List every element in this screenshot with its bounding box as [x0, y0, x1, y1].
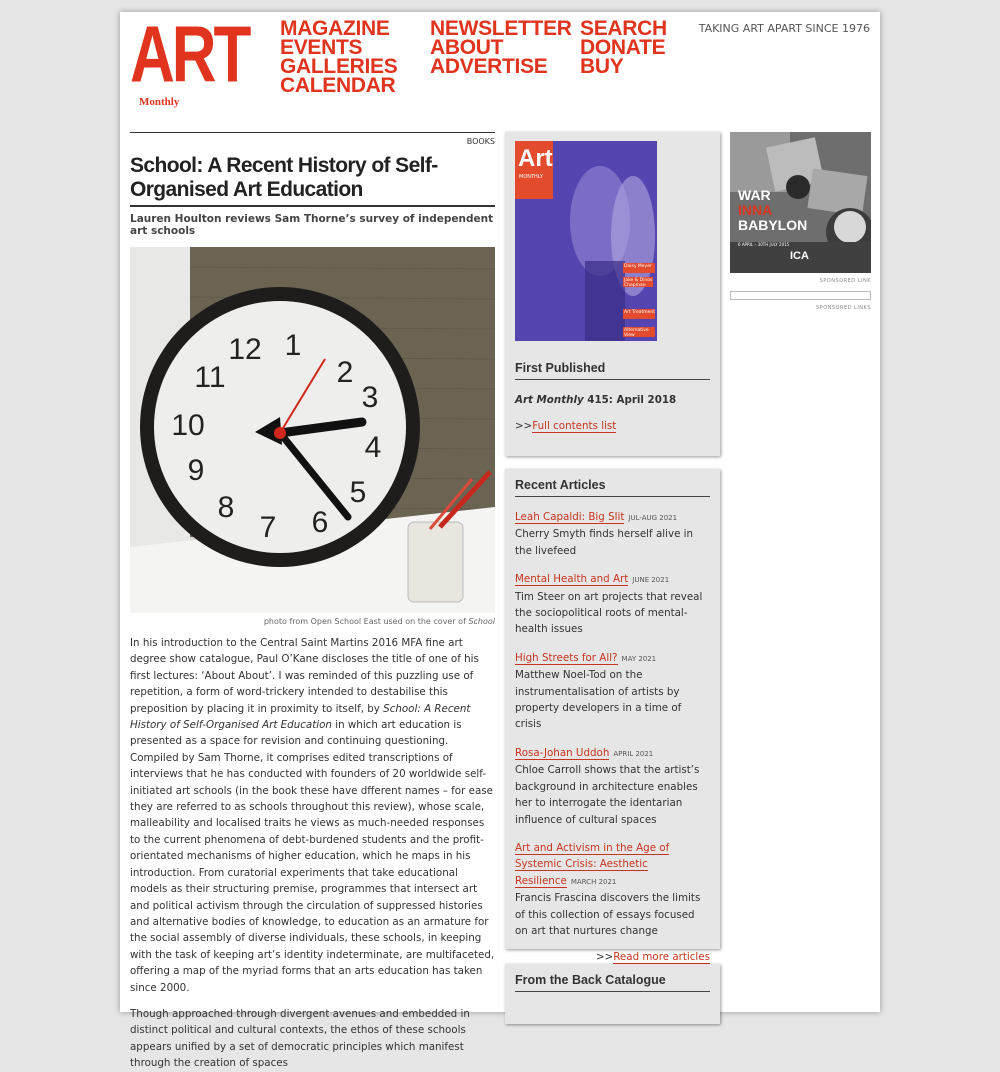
article-body — [130, 635, 495, 1072]
advert-dates: 6 APRIL – 30TH JULY 2015 — [738, 242, 790, 247]
caption-text: photo from Open School East used on the cover of — [263, 617, 469, 626]
cover-tag-4: Alternative View — [624, 328, 649, 338]
recent-article-item — [515, 650, 710, 733]
sponsored-link-label: SPONSORED LINK — [819, 278, 871, 284]
link-arrows: >> — [595, 951, 614, 964]
nav-column-1 — [280, 19, 397, 95]
svg-text:12: 12 — [228, 333, 262, 366]
recent-article-desc: Cherry Smyth finds herself alive in the livefeed — [515, 528, 694, 557]
recent-article-date: MARCH 2021 — [570, 877, 617, 886]
recent-article-link[interactable]: Art and Activism in the Age of Systemic Crisis: Aesthetic Resilience — [515, 841, 670, 887]
recent-article-date: APRIL 2021 — [613, 749, 654, 758]
svg-text:7: 7 — [259, 511, 277, 544]
photo-caption — [130, 617, 495, 626]
article-paragraph-2: Though approached through divergent avenues and embedded in distinct political and cultural contexts, the ethos of these schools appears unified by a set of democratic principles which manifest through the creation of spaces — [130, 1007, 470, 1070]
paragraph-1-book-title: School: A Recent History of Self-Organised Art Education — [130, 702, 471, 732]
recent-articles-panel — [505, 469, 720, 964]
site-tagline: TAKING ART APART SINCE 1976 — [698, 22, 870, 35]
recent-article-link[interactable]: Rosa-Johan Uddoh — [515, 746, 610, 759]
issue-number: 415: April 2018 — [583, 394, 677, 406]
nav-galleries[interactable]: GALLERIES — [280, 55, 398, 78]
nav-newsletter[interactable]: NEWSLETTER — [430, 17, 572, 40]
full-contents — [515, 420, 710, 432]
clock-illustration — [130, 247, 495, 613]
site-logo[interactable] — [130, 11, 249, 108]
nav-advertise[interactable]: ADVERTISE — [430, 55, 548, 78]
nav-column-2 — [430, 19, 572, 76]
svg-text:3: 3 — [361, 381, 379, 414]
link-arrows: >> — [515, 420, 533, 432]
logo-wordmark: ART — [130, 11, 249, 100]
read-more — [515, 951, 710, 963]
logo-subtitle: Monthly — [139, 96, 180, 108]
advert-line-war: WAR — [738, 187, 771, 203]
full-contents-link[interactable]: Full contents list — [532, 420, 617, 432]
first-published-panel — [505, 132, 720, 456]
nav-buy[interactable]: BUY — [580, 55, 624, 78]
recent-article-link[interactable]: High Streets for All? — [515, 651, 618, 664]
advert-column — [730, 132, 871, 311]
cover-logo: Art — [518, 145, 553, 172]
svg-text:10: 10 — [171, 409, 205, 442]
recent-articles-heading: Recent Articles — [515, 478, 710, 497]
svg-text:5: 5 — [349, 476, 367, 509]
recent-article-link[interactable]: Mental Health and Art — [515, 573, 629, 586]
nav-search[interactable]: SEARCH — [580, 17, 667, 40]
page — [120, 11, 880, 1070]
cover-subtitle: MONTHLY — [519, 174, 543, 180]
paragraph-1-text-a: In his introduction to the Central Saint Martins 2016 MFA fine art degree show catalogue, Paul O’Kane discloses the title of one of his first lectures: ‘About About’. I was reminded of this puzzling use of repetition, a form of word-trickery intended to destabilise this preposition by placing it in proximity to itself, by — [130, 637, 479, 715]
issue-info — [515, 394, 710, 406]
nav-magazine[interactable]: MAGAZINE — [280, 17, 390, 40]
nav-column-3 — [580, 19, 667, 76]
recent-article-link[interactable]: Leah Capaldi: Big Slit — [515, 511, 625, 523]
svg-text:8: 8 — [217, 491, 235, 524]
first-published-heading: First Published — [515, 361, 710, 380]
nav-events[interactable]: EVENTS — [280, 36, 363, 59]
sponsored-links-label: SPONSORED LINKS — [816, 305, 871, 311]
nav-about[interactable]: ABOUT — [430, 36, 504, 59]
svg-text:2: 2 — [336, 356, 354, 389]
svg-text:6: 6 — [311, 506, 329, 539]
recent-article-item — [515, 509, 710, 559]
svg-text:1: 1 — [284, 329, 302, 362]
svg-text:11: 11 — [194, 361, 226, 394]
recent-article-date: JUNE 2021 — [632, 576, 670, 585]
nav-calendar[interactable]: CALENDAR — [280, 74, 396, 97]
recent-article-date: JUL-AUG 2021 — [628, 514, 678, 522]
read-more-link[interactable]: Read more articles — [613, 951, 710, 964]
advert-line-inna: INNA — [738, 202, 773, 218]
article-title: School: A Recent History of Self-Organised Art Education — [130, 154, 495, 207]
recent-article-item — [515, 745, 710, 828]
recent-article-desc: Matthew Noel-Tod on the instrumentalisation of artists by property developers in a time of crisis — [515, 669, 682, 731]
issue-magazine: Art Monthly — [515, 394, 584, 406]
advert-headline — [738, 188, 807, 233]
sponsored-link-box[interactable] — [730, 291, 871, 300]
recent-article-desc: Chloe Carroll shows that the artist’s background in architecture enables her to interrogate the identarian influence of cultural spaces — [515, 764, 700, 826]
recent-article-item — [515, 840, 710, 939]
magazine-cover[interactable] — [515, 141, 657, 341]
svg-text:9: 9 — [187, 454, 205, 487]
back-catalogue-heading: From the Back Catalogue — [515, 973, 710, 992]
recent-article-desc: Francis Frascina discovers the limits of this collection of essays focused on art that nurtures change — [515, 892, 701, 937]
back-catalogue-panel — [505, 964, 720, 1024]
caption-book-title: School — [468, 617, 495, 626]
nav-donate[interactable]: DONATE — [580, 36, 666, 59]
article-paragraph-1 — [130, 635, 495, 996]
recent-article-desc: Tim Steer on art projects that reveal the sociopolitical roots of mental-health issues — [515, 590, 703, 636]
article — [130, 132, 495, 1072]
article-category[interactable]: BOOKS — [130, 132, 495, 146]
article-photo-clock — [130, 247, 495, 613]
recent-article-item — [515, 571, 710, 638]
paragraph-1-text-b: in which art education is presented as a space for revision and continuing questioning. Compiled by Sam Thorne, it comprises edited transcriptions of interviews that he has conducted with founders of 20 worldwide self-initiated art schools (in the book these have dfferent names – for ease they are referred to as schools throughout this review), whose scale, malleability and localised traits he views as much-needed responses to the current phenomena of debt-burdened students and the profit-orientated mechanisms of higher education, which he maps in his introduction. From curatorial experiments that take educational models as their structuring premise, programmes that intersect art and political activism through the circulation of suppressed histories and alternative bodies of knowledge, to education as an armature for the social assembly of diverse individuals, these schools, in keeping with the task of keeping art’s identity indeterminate, are multifaceted, offering a map of the myriad forms that an arts education has taken since 2000. — [130, 719, 495, 994]
advert-war-inna-babylon[interactable] — [730, 132, 871, 273]
svg-text:4: 4 — [364, 431, 382, 464]
article-standfirst: Lauren Houlton reviews Sam Thorne’s survey of independent art schools — [130, 213, 494, 237]
cover-tag-2: Jake & Dinos Chapman — [624, 278, 653, 288]
recent-article-date: MAY 2021 — [621, 654, 657, 663]
advert-line-babylon: BABYLON — [738, 217, 808, 233]
cover-tag-1: Daisy Meyer — [624, 264, 652, 269]
cover-tag-3: Art Treatment — [624, 310, 656, 315]
advert-venue: ICA — [790, 250, 809, 262]
